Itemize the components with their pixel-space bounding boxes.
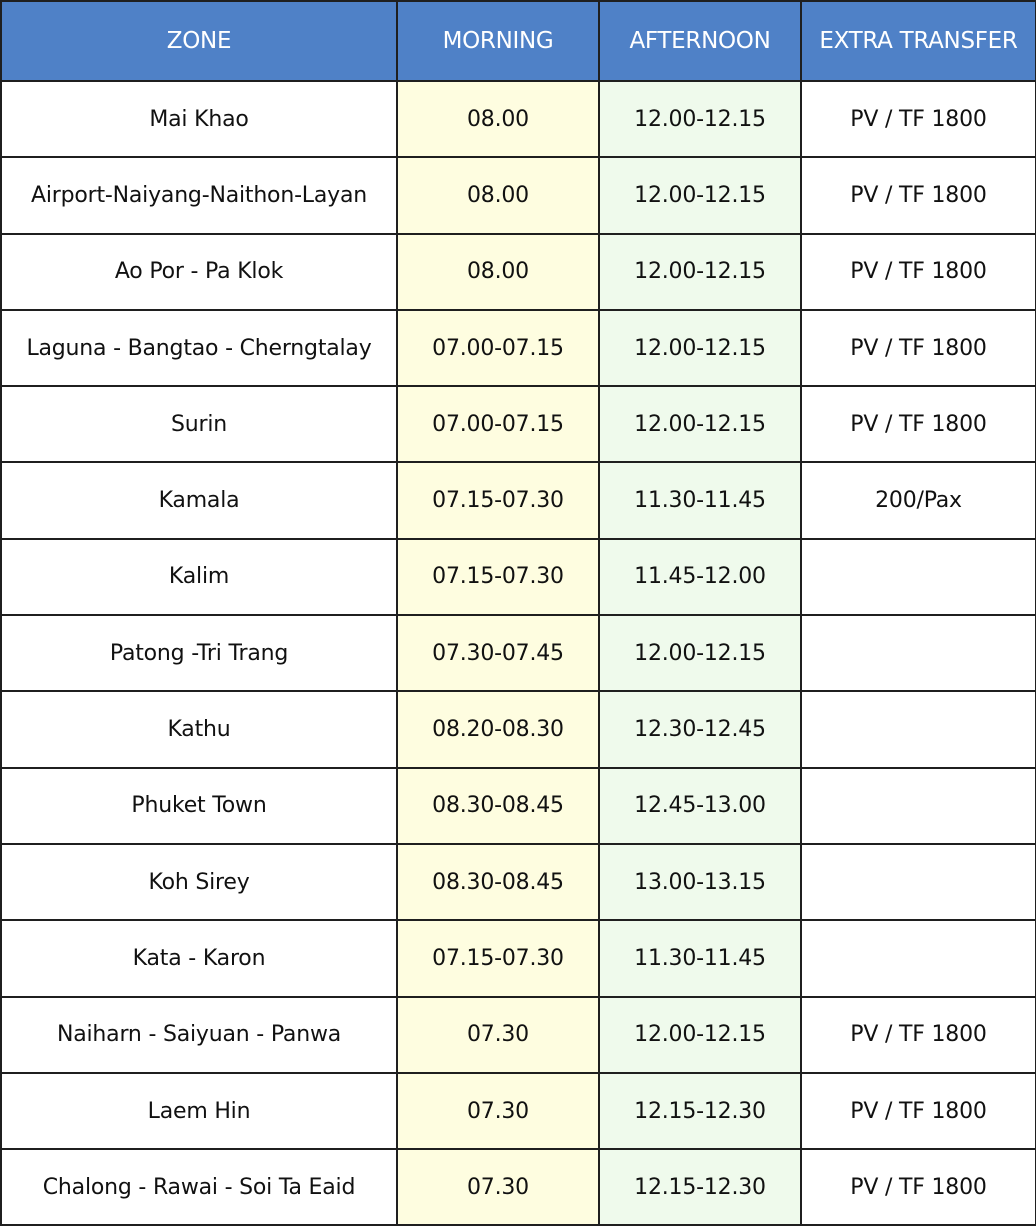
table-body (1, 81, 1036, 1225)
zone-cell: Phuket Town (1, 768, 397, 844)
zone-cell: Laguna - Bangtao - Cherngtalay (1, 310, 397, 386)
afternoon-cell: 11.45-12.00 (599, 539, 801, 615)
zone-cell: Mai Khao (1, 81, 397, 157)
header-extra-transfer: EXTRA TRANSFER (801, 1, 1036, 81)
table-row (1, 844, 1036, 920)
table-row (1, 462, 1036, 538)
extra-transfer-cell (801, 844, 1036, 920)
table-row (1, 615, 1036, 691)
extra-transfer-cell: 200/Pax (801, 462, 1036, 538)
morning-cell: 07.00-07.15 (397, 386, 599, 462)
extra-transfer-cell: PV / TF 1800 (801, 157, 1036, 233)
extra-transfer-cell (801, 539, 1036, 615)
zone-cell: Surin (1, 386, 397, 462)
zone-cell: Kalim (1, 539, 397, 615)
morning-cell: 07.15-07.30 (397, 920, 599, 996)
table-row (1, 234, 1036, 310)
zone-cell: Kata - Karon (1, 920, 397, 996)
extra-transfer-cell: PV / TF 1800 (801, 234, 1036, 310)
afternoon-cell: 12.15-12.30 (599, 1073, 801, 1149)
afternoon-cell: 12.30-12.45 (599, 691, 801, 767)
table-row (1, 310, 1036, 386)
morning-cell: 07.00-07.15 (397, 310, 599, 386)
header-row (1, 1, 1036, 81)
morning-cell: 07.30 (397, 1073, 599, 1149)
afternoon-cell: 12.45-13.00 (599, 768, 801, 844)
header-zone: ZONE (1, 1, 397, 81)
afternoon-cell: 12.15-12.30 (599, 1149, 801, 1225)
extra-transfer-cell: PV / TF 1800 (801, 81, 1036, 157)
table-row (1, 1073, 1036, 1149)
extra-transfer-cell: PV / TF 1800 (801, 386, 1036, 462)
zone-cell: Ao Por - Pa Klok (1, 234, 397, 310)
afternoon-cell: 13.00-13.15 (599, 844, 801, 920)
morning-cell: 08.20-08.30 (397, 691, 599, 767)
extra-transfer-cell (801, 768, 1036, 844)
table-row (1, 157, 1036, 233)
morning-cell: 08.30-08.45 (397, 844, 599, 920)
table-row (1, 997, 1036, 1073)
afternoon-cell: 11.30-11.45 (599, 920, 801, 996)
zone-cell: Airport-Naiyang-Naithon-Layan (1, 157, 397, 233)
header-afternoon: AFTERNOON (599, 1, 801, 81)
extra-transfer-cell: PV / TF 1800 (801, 1149, 1036, 1225)
morning-cell: 07.15-07.30 (397, 462, 599, 538)
afternoon-cell: 12.00-12.15 (599, 234, 801, 310)
afternoon-cell: 11.30-11.45 (599, 462, 801, 538)
zone-cell: Naiharn - Saiyuan - Panwa (1, 997, 397, 1073)
extra-transfer-cell (801, 691, 1036, 767)
table-row (1, 539, 1036, 615)
table-row (1, 81, 1036, 157)
afternoon-cell: 12.00-12.15 (599, 386, 801, 462)
afternoon-cell: 12.00-12.15 (599, 615, 801, 691)
afternoon-cell: 12.00-12.15 (599, 310, 801, 386)
header-morning: MORNING (397, 1, 599, 81)
morning-cell: 07.30 (397, 1149, 599, 1225)
zone-cell: Chalong - Rawai - Soi Ta Eaid (1, 1149, 397, 1225)
morning-cell: 08.00 (397, 234, 599, 310)
morning-cell: 07.30 (397, 997, 599, 1073)
afternoon-cell: 12.00-12.15 (599, 997, 801, 1073)
extra-transfer-cell: PV / TF 1800 (801, 1073, 1036, 1149)
zone-cell: Kamala (1, 462, 397, 538)
zone-cell: Laem Hin (1, 1073, 397, 1149)
zone-cell: Patong -Tri Trang (1, 615, 397, 691)
table-row (1, 691, 1036, 767)
morning-cell: 08.30-08.45 (397, 768, 599, 844)
morning-cell: 08.00 (397, 157, 599, 233)
table-header (1, 1, 1036, 81)
extra-transfer-cell: PV / TF 1800 (801, 997, 1036, 1073)
morning-cell: 08.00 (397, 81, 599, 157)
table-row (1, 386, 1036, 462)
afternoon-cell: 12.00-12.15 (599, 81, 801, 157)
extra-transfer-cell: PV / TF 1800 (801, 310, 1036, 386)
morning-cell: 07.30-07.45 (397, 615, 599, 691)
extra-transfer-cell (801, 615, 1036, 691)
table-row (1, 1149, 1036, 1225)
table-row (1, 768, 1036, 844)
zone-cell: Koh Sirey (1, 844, 397, 920)
extra-transfer-cell (801, 920, 1036, 996)
zone-cell: Kathu (1, 691, 397, 767)
table-row (1, 920, 1036, 996)
morning-cell: 07.15-07.30 (397, 539, 599, 615)
afternoon-cell: 12.00-12.15 (599, 157, 801, 233)
